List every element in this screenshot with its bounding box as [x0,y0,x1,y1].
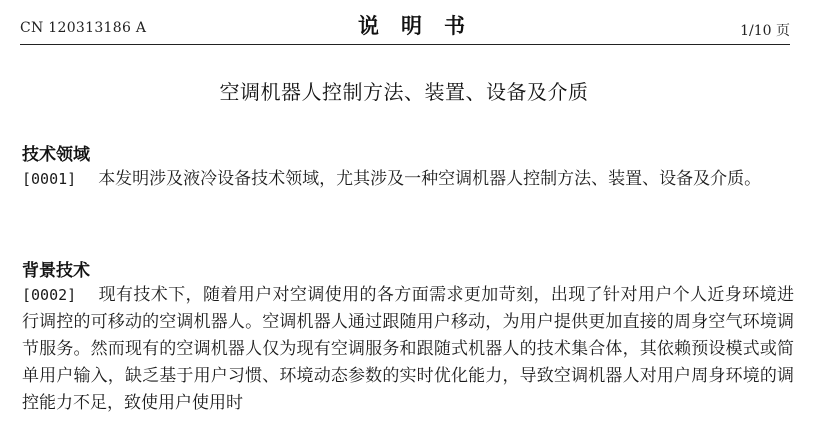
paragraph-0002 [22,282,794,417]
paragraph-text: 现有技术下，随着用户对空调使用的各方面需求更加苛刻，出现了针对用户个人近身环境进行调控的可移动的空调机器人。空调机器人通过跟随用户移动，为用户提供更加直接的周身空气环境调节服务。然而现有的空调机器人仅为现有空调服务和跟随式机器人的技术集合体，其依赖预设模式或简单用户输入，缺乏基于用户习惯、环境动态参数的实时优化能力，导致空调机器人对用户周身环境的调控能力不足，致使用户使用时 [22,285,794,413]
publication-number: CN 120313186 A [20,20,147,36]
section-heading-background: 背景技术 [22,261,90,281]
paragraph-text: 本发明涉及液冷设备技术领域，尤其涉及一种空调机器人控制方法、装置、设备及介质。 [98,169,762,189]
image-fade-overlay [620,406,828,444]
header-divider [20,44,790,45]
section-heading-technical-field: 技术领域 [22,145,90,165]
paragraph-0001 [22,166,794,193]
document-type: 说明书 [358,14,487,38]
page-header [20,6,790,40]
document-title: 空调机器人控制方法、装置、设备及介质 [219,80,589,104]
paragraph-number: [0002] [22,286,77,304]
paragraph-number: [0001] [22,170,77,188]
page-number: 1/10 页 [740,23,790,39]
